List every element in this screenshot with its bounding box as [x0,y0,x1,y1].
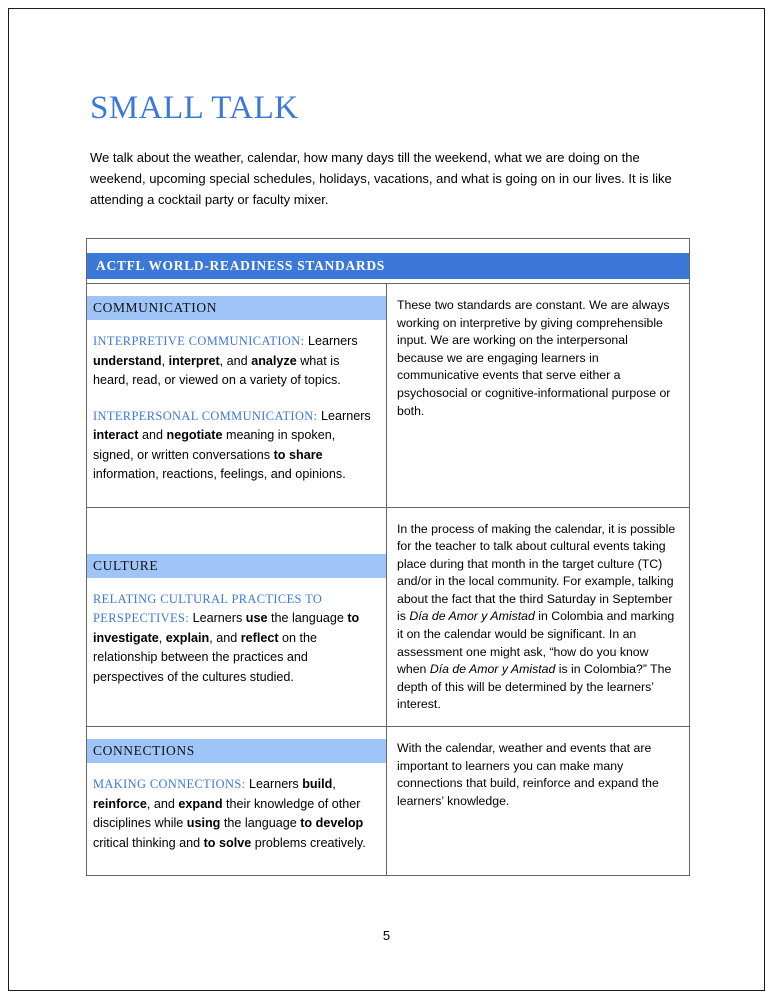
standards-table [86,238,690,876]
table-row-culture [87,507,689,727]
section-heading-communication: COMMUNICATION [87,296,386,320]
communication-left-cell [87,284,387,507]
section-heading-culture: CULTURE [87,554,386,578]
intro-paragraph: We talk about the weather, calendar, how many days till the weekend, what we are doing on the weekend, upcoming special schedules, holidays, vacations, and what is going on in our lives. It is like attending a cocktail party or faculty mixer. [90,150,672,207]
section-heading-connections: CONNECTIONS [87,739,386,763]
culture-left-cell [87,508,387,727]
communication-note-paragraph: These two standards are constant. We are always working on interpretive by giving comprehensible input. We are working on the interpersonal because we are engaging learners in communicative events that serve either a psychosocial or cognitive-informational purpose or both. [397,298,671,418]
connections-left-cell [87,727,387,875]
page-number: 5 [382,928,391,943]
connections-right-cell [387,727,689,875]
table-header-row [87,239,689,283]
communication-right-cell [387,284,689,507]
table-row-connections [87,726,689,875]
table-header: ACTFL WORLD-READINESS STANDARDS [87,253,689,279]
connections-note-paragraph: With the calendar, weather and events that are important to learners you can make many connections that build, reinforce and expand the learners’ knowledge. [397,741,659,808]
relating-cultural-practices-paragraph: RELATING CULTURAL PRACTICES TO PERSPECTIVES: Learners use the language to investigate, explain, and reflect on the relationship between the practices and perspectives of the cultures studied. [93,591,360,684]
interpersonal-communication-paragraph: INTERPERSONAL COMMUNICATION: Learners interact and negotiate meaning in spoken, signed, or written conversations to share information, reactions, feelings, and opinions. [93,408,371,481]
table-row-communication [87,283,689,507]
interpretive-communication-paragraph: INTERPRETIVE COMMUNICATION: Learners understand, interpret, and analyze what is heard, read, or viewed on a variety of topics. [93,334,358,387]
culture-right-cell [387,508,689,727]
culture-note-paragraph: In the process of making the calendar, it is possible for the teacher to talk about cultural events taking place during that month in the target culture (TC) and/or in the local community. For example, talking about the fact that the third Saturday in September is Día de Amor y Amistad in Colombia and marking it on the calendar would be significant. In an assessment one might ask, “how do you know when Día de Amor y Amistad is in Colombia?” The depth of this will be determined by the learners’ interest. [397,521,676,712]
page-title: SMALL TALK [90,90,299,126]
making-connections-paragraph: MAKING CONNECTIONS: Learners build, reinforce, and expand their knowledge of other disciplines while using the language to develop critical thinking and to solve problems creatively. [93,777,366,850]
